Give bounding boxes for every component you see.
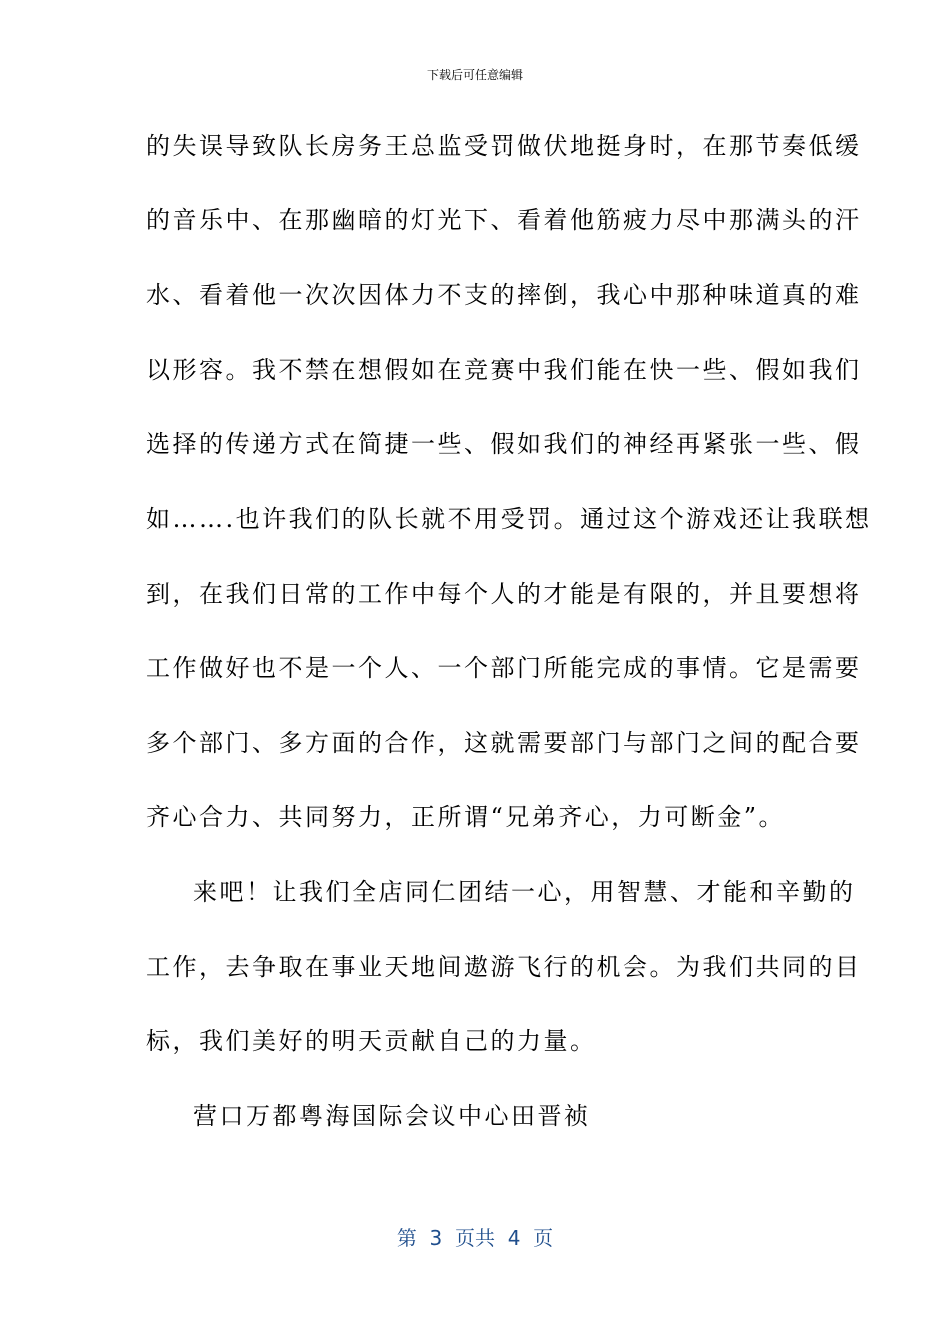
text-line: 齐心合力、共同努力，正所谓“兄弟齐心，力可断金”。 xyxy=(146,803,786,831)
text-line: 的失误导致队长房务王总监受罚做伏地挺身时，在那节奏低缓 xyxy=(146,132,862,160)
text-line: 选择的传递方式在简捷一些、假如我们的神经再紧张一些、假 xyxy=(146,430,862,458)
download-note: 下载后可任意编辑 xyxy=(426,68,523,82)
paragraph-first-line: 来吧！让我们全店同仁团结一心，用智慧、才能和辛勤的 xyxy=(193,878,856,906)
text-line: 的音乐中、在那幽暗的灯光下、看着他筋疲力尽中那满头的汗 xyxy=(146,206,862,234)
text-line: 标，我们美好的明天贡献自己的力量。 xyxy=(146,1027,597,1055)
page-number-footer: 第 3 页共 4 页 xyxy=(396,1226,554,1250)
text-line: 到，在我们日常的工作中每个人的才能是有限的，并且要想将 xyxy=(146,580,862,608)
text-line: 如…….也许我们的队长就不用受罚。通过这个游戏还让我联想 xyxy=(146,505,872,533)
text-line: 多个部门、多方面的合作，这就需要部门与部门之间的配合要 xyxy=(146,729,862,757)
text-line: 以形容。我不禁在想假如在竞赛中我们能在快一些、假如我们 xyxy=(146,356,862,384)
signature-line: 营口万都粤海国际会议中心田晋祯 xyxy=(193,1102,591,1130)
text-line: 工作，去争取在事业天地间遨游飞行的机会。为我们共同的目 xyxy=(146,953,862,981)
text-line: 水、看着他一次次因体力不支的摔倒，我心中那种味道真的难 xyxy=(146,281,862,309)
text-line: 工作做好也不是一个人、一个部门所能完成的事情。它是需要 xyxy=(146,654,862,682)
